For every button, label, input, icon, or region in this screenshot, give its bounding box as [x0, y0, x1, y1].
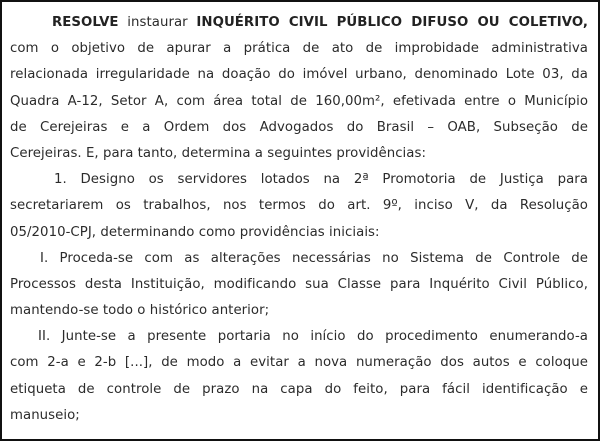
line: Processos desta Instituição, modificando sua Classe para Inquérito Civil Público, — [10, 276, 588, 292]
line: com o objetivo de apurar a prática de ato de improbidade administrativa — [10, 41, 588, 57]
line: RESOLVE instaurar INQUÉRITO CIVIL PÚBLICO DIFUSO OU COLETIVO, — [52, 15, 588, 30]
line: 1. Designo os servidores lotados na 2ª Promotoria de Justiça para — [54, 172, 588, 188]
paragraph-item-ii — [10, 324, 588, 429]
bold-title: INQUÉRITO CIVIL PÚBLICO DIFUSO OU COLETIVO, — [196, 15, 588, 30]
line: manuseio; — [10, 407, 80, 423]
line: Cerejeiras. E, para tanto, determina a seguintes providências: — [10, 145, 427, 161]
line: Quadra A-12, Setor A, com área total de 160,00m², efetivada entre o Município — [10, 93, 588, 109]
line: etiqueta de controle de prazo na capa do feito, para fácil identificação e — [10, 381, 588, 397]
paragraph-item-i — [10, 246, 588, 325]
paragraph-resolve — [10, 10, 588, 167]
bold-lead: RESOLVE — [52, 15, 119, 30]
line: de Cerejeiras e a Ordem dos Advogados do Brasil – OAB, Subseção de — [10, 119, 588, 135]
paragraph-designo — [10, 167, 588, 246]
line: mantendo-se todo o histórico anterior; — [10, 303, 270, 319]
line: I. Proceda-se com as alterações necessárias no Sistema de Controle de — [40, 250, 588, 266]
document-text — [10, 10, 588, 429]
line: II. Junte-se a presente portaria no início do procedimento enumerando-a — [38, 329, 588, 345]
line: relacionada irregularidade na doação do imóvel urbano, denominado Lote 03, da — [10, 67, 588, 83]
line: com 2-a e 2-b [...], de modo a evitar a nova numeração dos autos e coloque — [10, 355, 588, 371]
line: 05/2010-CPJ, determinando como providências iniciais: — [10, 224, 380, 240]
line: secretariarem os trabalhos, nos termos do art. 9º, inciso V, da Resolução — [10, 198, 588, 214]
